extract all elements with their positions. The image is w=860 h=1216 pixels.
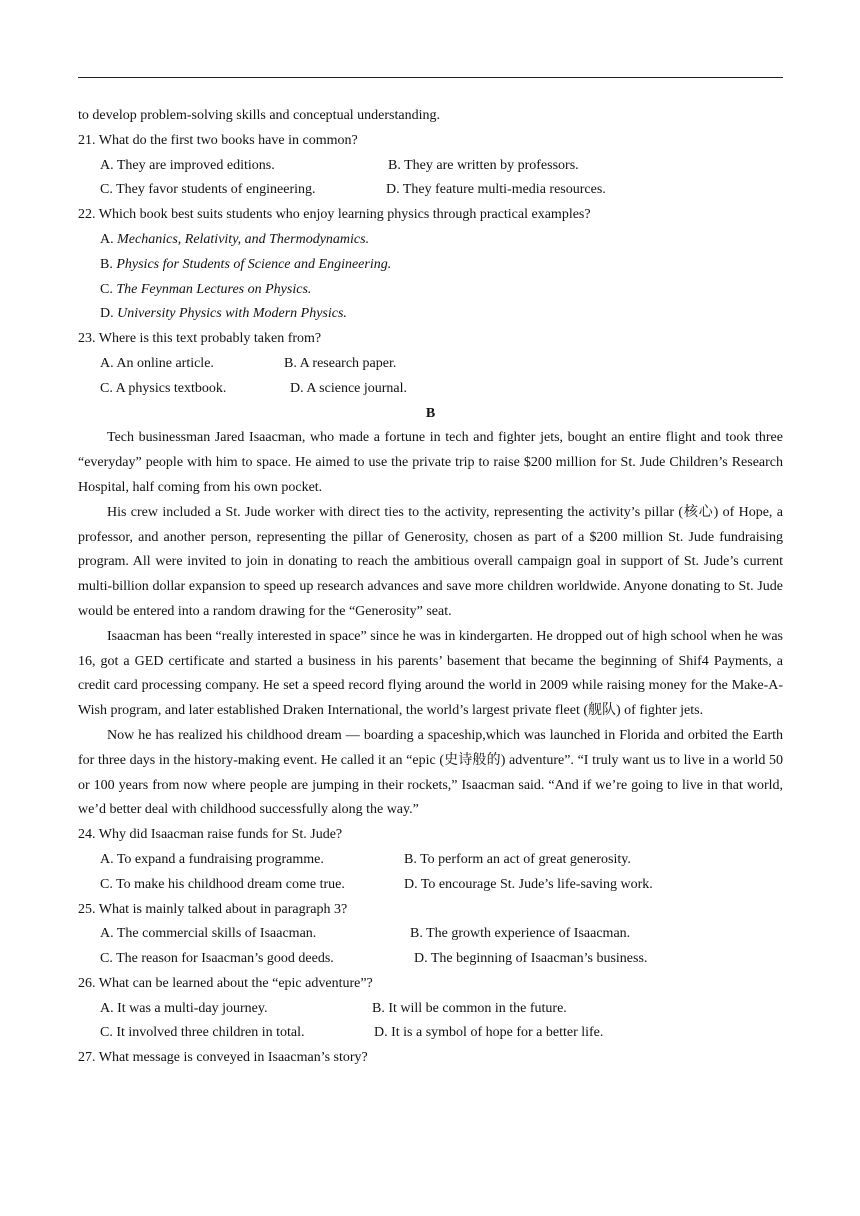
q25-option-b: B. The growth experience of Isaacman. [410,926,631,942]
q25-option-c: C. The reason for Isaacman’s good deeds. [100,951,334,967]
q22-option-d-text: University Physics with Modern Physics. [117,306,347,322]
q24-options-row-2 [78,873,783,898]
q23-options-row-2 [78,377,783,402]
q22-option-d-prefix: D. [100,306,118,322]
q24-option-c: C. To make his childhood dream come true. [100,876,345,892]
q23-option-b: B. A research paper. [284,355,397,371]
q23-option-c: C. A physics textbook. [100,380,227,396]
q25-option-d: D. The beginning of Isaacman’s business. [414,951,648,967]
question-24: 24. Why did Isaacman raise funds for St. Jude? [78,827,343,843]
q23-option-a: A. An online article. [100,355,214,371]
q21-option-d: D. They feature multi-media resources. [386,182,606,198]
q25-options-row-1 [78,922,783,947]
q26-option-a: A. It was a multi-day journey. [100,1000,268,1016]
passage-paragraph-4: Now he has realized his childhood dream — boarding a spaceship,which was launched in Florida and orbited the Earth for three days in the history-making event. He called it an “epic (史诗般的) adventure”. “I truly want us to live in a world 50 or 100 years from now where people are jumping in their rockets,” Isaacman said. “And if we’re going to live in that world, we’d better deal with childhood successfully along the way.” [78,727,783,818]
passage-paragraph-1: Tech businessman Jared Isaacman, who made a fortune in tech and fighter jets, bought an entire flight and took three “everyday” people with him to space. He aimed to use the private trip to raise $200 million for St. Jude Children’s Research Hospital, half coming from his own pocket. [78,430,783,495]
q22-option-c-text: The Feynman Lectures on Physics. [116,281,312,297]
q25-options-row-2 [78,947,783,972]
q21-options-row-2 [78,178,783,203]
question-25: 25. What is mainly talked about in paragraph 3? [78,901,348,917]
question-23: 23. Where is this text probably taken from? [78,331,322,347]
question-22: 22. Which book best suits students who enjoy learning physics through practical examples? [78,207,591,223]
passage-paragraph-3: Isaacman has been “really interested in space” since he was in kindergarten. He dropped out of high school when he was 16, got a GED certificate and started a business in his parents’ basement that became the beginning of Shif4 Payments, a credit card processing company. He set a speed record flying around the world in 2009 while raising money for the Make-A-Wish program, and later established Draken International, the world’s largest private fleet (舰队) of fighter jets. [78,628,783,719]
q25-option-a: A. The commercial skills of Isaacman. [100,926,317,942]
document-page [78,0,783,1216]
q21-option-c: C. They favor students of engineering. [100,182,316,198]
section-heading-b: B [425,405,436,421]
q21-option-b: B. They are written by professors. [388,157,579,173]
q22-option-a-text: Mechanics, Relativity, and Thermodynamics. [117,231,370,247]
q22-option-c-prefix: C. [100,281,117,297]
q22-option-d [78,302,783,327]
document-content [78,104,783,1071]
q23-option-d: D. A science journal. [290,380,408,396]
q23-options-row-1 [78,352,783,377]
q26-option-c: C. It involved three children in total. [100,1025,305,1041]
q26-option-b: B. It will be common in the future. [372,1000,567,1016]
q22-option-a [78,228,783,253]
q21-option-a: A. They are improved editions. [100,157,275,173]
q22-option-b [78,253,783,278]
q22-option-b-prefix: B. [100,256,117,272]
q24-options-row-1 [78,848,783,873]
question-21: 21. What do the first two books have in common? [78,132,358,148]
passage-paragraph-2: His crew included a St. Jude worker with direct ties to the activity, representing the activity’s pillar (核心) of Hope, a professor, and another person, representing the pillar of Generosity, chosen as part of a $200 million St. Jude fundraising program. All were invited to join in donating to reach the ambitious overall campaign goal in support of St. Jude’s current multi-billion dollar expansion to speed up research advances and save more children worldwide. Anyone donating to St. Jude would be entered into a random drawing for the “Generosity” seat. [78,504,783,619]
header-rule [78,77,783,78]
q26-options-row-1 [78,997,783,1022]
q26-options-row-2 [78,1021,783,1046]
question-26: 26. What can be learned about the “epic adventure”? [78,975,373,991]
q22-option-a-prefix: A. [100,231,118,247]
question-27: 27. What message is conveyed in Isaacman’s story? [78,1050,368,1066]
q26-option-d: D. It is a symbol of hope for a better life. [374,1025,604,1041]
q22-option-b-text: Physics for Students of Science and Engineering. [116,256,392,272]
q24-option-a: A. To expand a fundraising programme. [100,851,324,867]
q22-option-c [78,278,783,303]
q21-options-row-1 [78,154,783,179]
q24-option-d: D. To encourage St. Jude’s life-saving work. [404,876,653,892]
q24-option-b: B. To perform an act of great generosity. [404,851,631,867]
continued-text: to develop problem-solving skills and conceptual understanding. [78,108,440,123]
